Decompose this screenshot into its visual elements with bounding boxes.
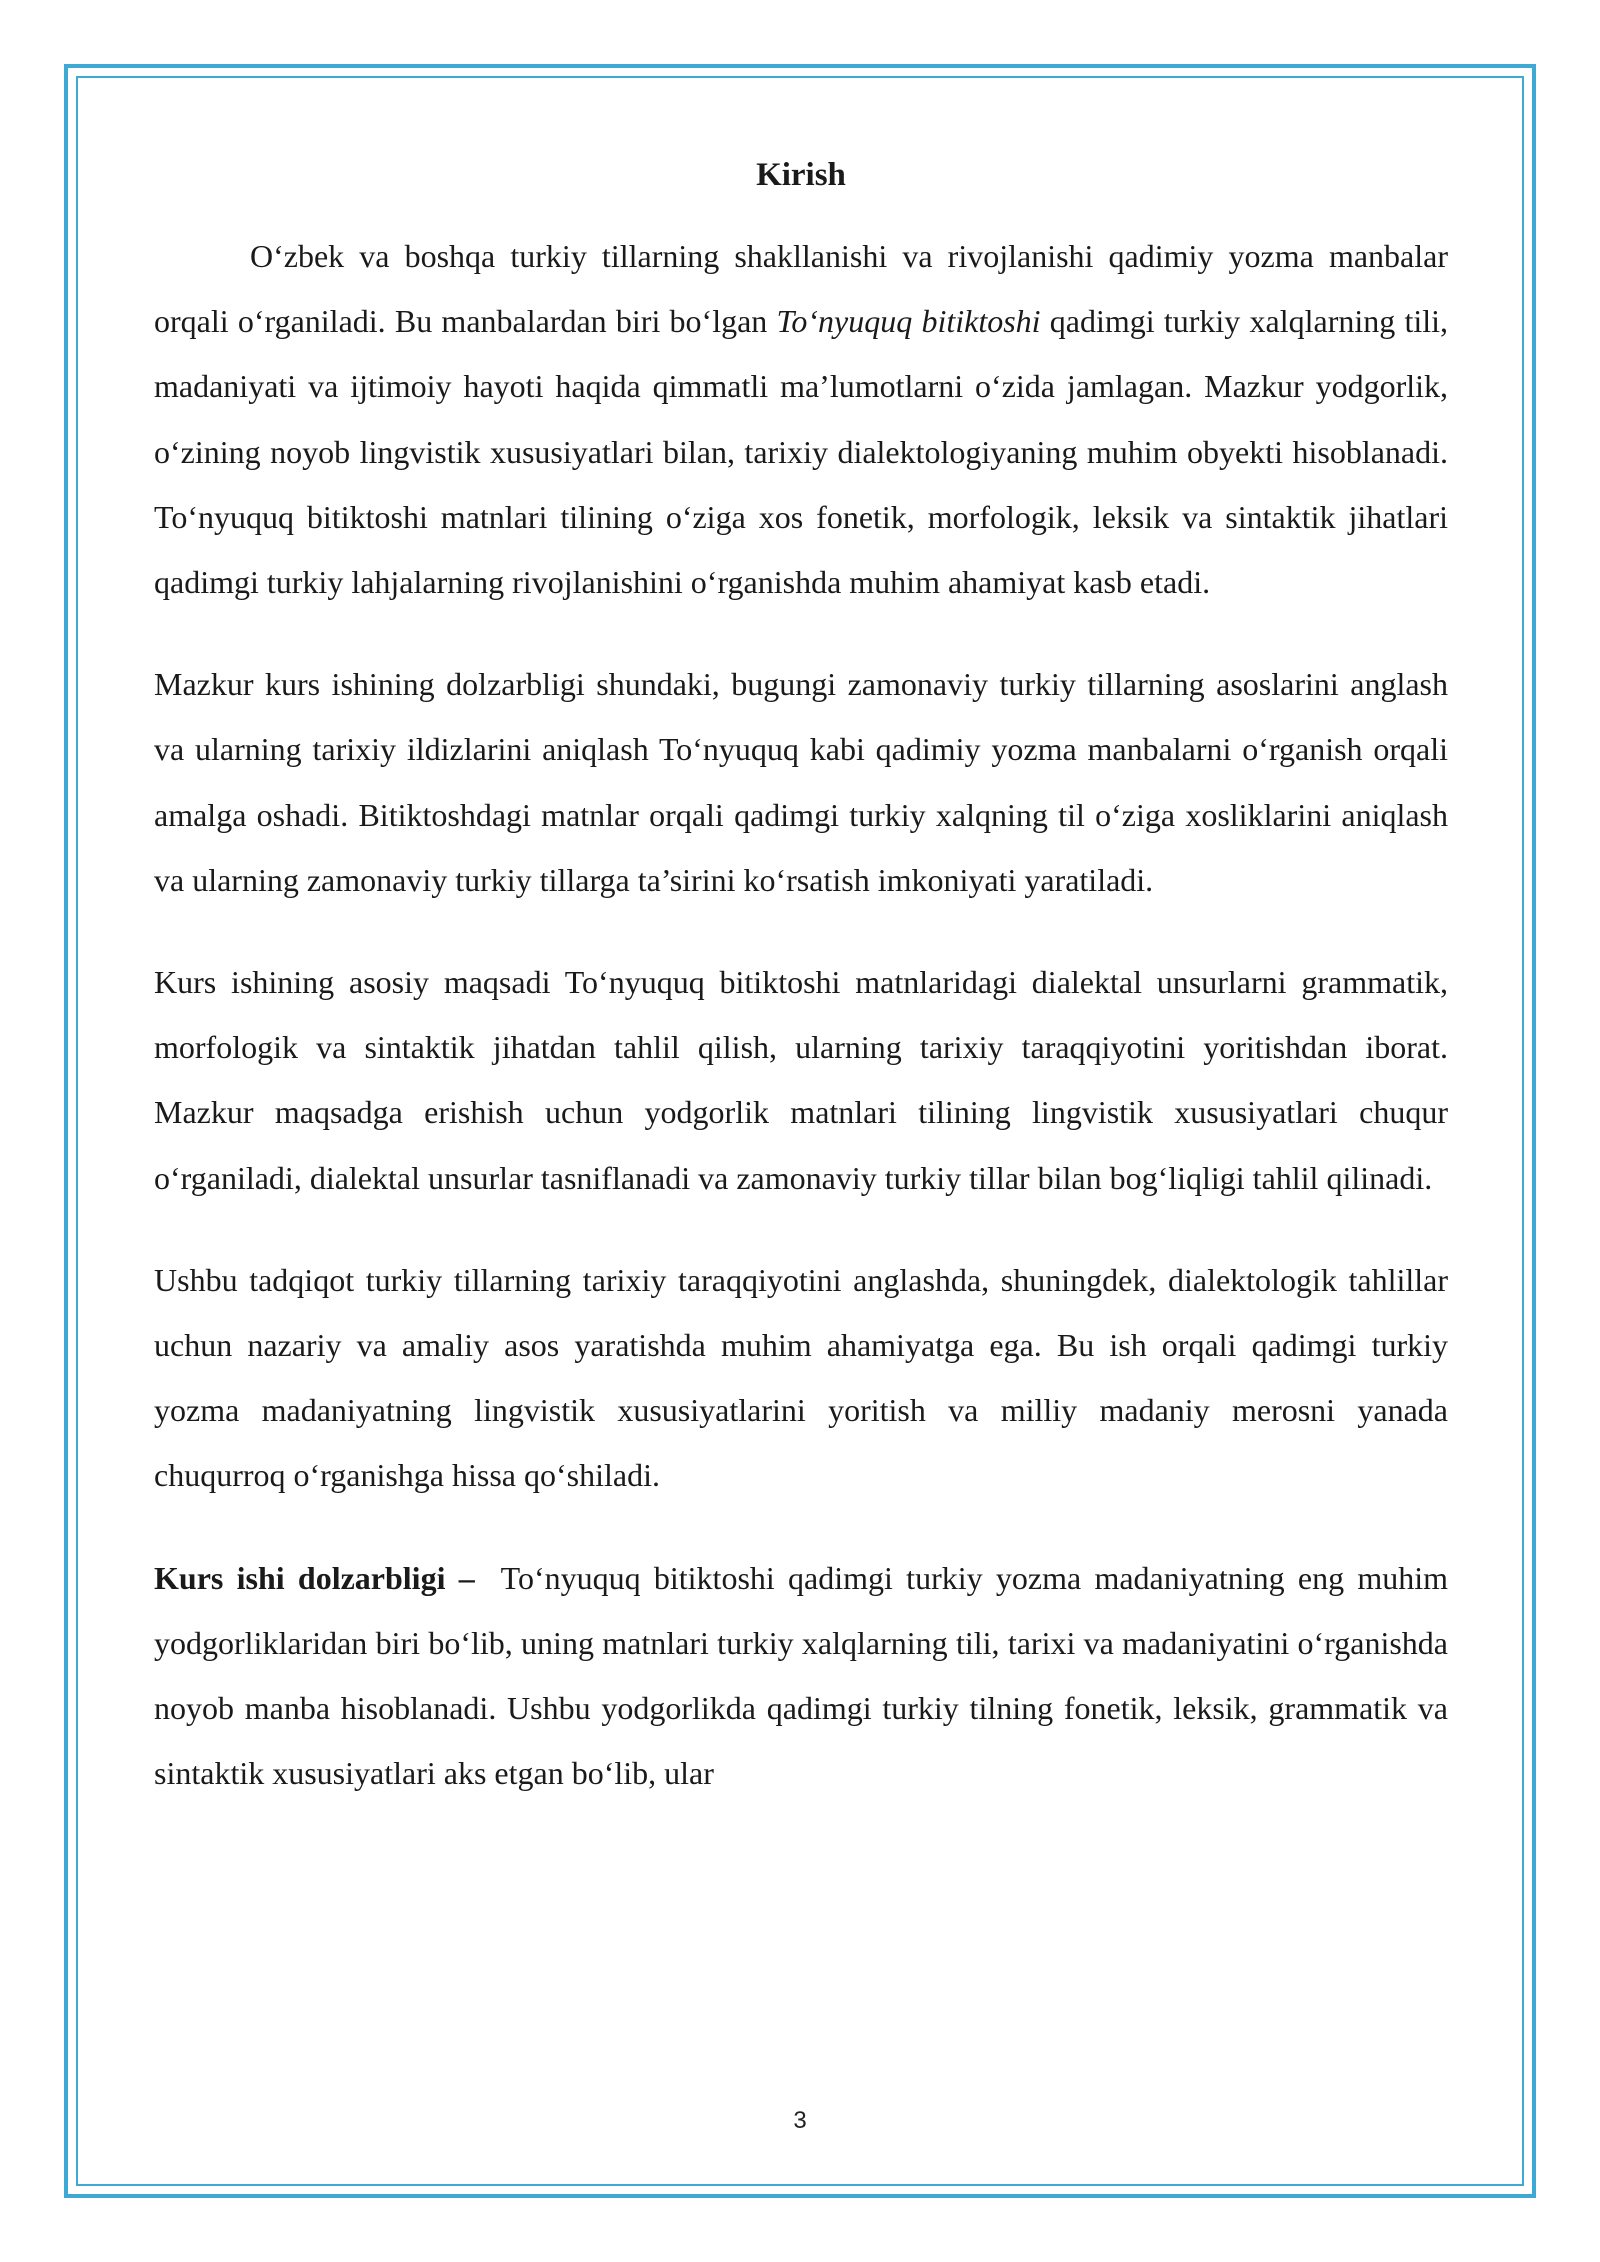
page-number: 3 — [793, 2107, 807, 2134]
paragraph-1-text-b: qadimgi turkiy xalqlarning tili, madaniyati va ijtimoiy hayoti haqida qimmatli ma’lumotlarni o‘zida jamlagan. Mazkur yodgorlik, o‘zining noyob lingvistik xususiyatlari bilan, tarixiy dialektologiyaning muhim obyekti hisoblanadi. To‘nyuquq bitiktoshi matnlari tilining o‘ziga xos fonetik, morfologik, leksik va sintaktik jihatlari qadimgi turkiy lahjalarning rivojlanishini o‘rganishda muhim ahamiyat kasb etadi. — [154, 303, 1449, 601]
document-body — [154, 148, 1457, 1843]
paragraph-4: Ushbu tadqiqot turkiy tillarning tarixiy taraqqiyotini anglashda, shuningdek, dialektologik tahlillar uchun nazariy va amaliy asos yaratishda muhim ahamiyatga ega. Bu ish orqali qadimgi turkiy yozma madaniyatning lingvistik xususiyatlarini yoritish va milliy madaniy merosni yanada chuqurroq o‘rganishga hissa qo‘shiladi. — [154, 1261, 1448, 1494]
paragraph-5 — [154, 1546, 1457, 1807]
paragraph-1-italic-term: To‘nyuquq bitiktoshi — [776, 303, 1041, 340]
paragraph-1 — [154, 224, 1448, 615]
paragraph-5-bold-lead: Kurs ishi dolzarbligi – — [154, 1559, 475, 1596]
paragraph-3: Kurs ishining asosiy maqsadi To‘nyuquq bitiktoshi matnlaridagi dialektal unsurlarni grammatik, morfologik va sintaktik jihatdan tahlil qilish, ularning tarixiy taraqqiyotini yoritishdan iborat. Mazkur maqsadga erishish uchun yodgorlik matnlari tilining lingvistik xususiyatlari chuqur o‘rganiladi, dialektal unsurlar tasniflanadi va zamonaviy turkiy tillar bilan bog‘liqligi tahlil qilinadi. — [154, 964, 1448, 1196]
paragraph-2: Mazkur kurs ishining dolzarbligi shundaki, bugungi zamonaviy turkiy tillarning asoslarini anglash va ularning tarixiy ildizlarini aniqlash To‘nyuquq kabi qadimiy yozma manbalarni o‘rganish orqali amalga oshadi. Bitiktoshdagi matnlar orqali qadimgi turkiy xalqning til o‘ziga xosliklarini aniqlash va ularning zamonaviy turkiy tillarga ta’sirini ko‘rsatish imkoniyati yaratiladi. — [154, 666, 1448, 898]
paragraph-5-text: To‘nyuquq bitiktoshi qadimgi turkiy yozma madaniyatning eng muhim yodgorliklaridan biri bo‘lib, uning matnlari turkiy xalqlarning tili, tarixi va madaniyatini o‘rganishda noyob manba hisoblanadi. Ushbu yodgorlikda qadimgi turkiy tilning fonetik, leksik, grammatik va sintaktik xususiyatlari aks etgan bo‘lib, ular — [154, 1559, 1457, 1792]
paragraph-1-text-a: O‘zbek va boshqa turkiy tillarning shakllanishi va rivojlanishi qadimiy yozma manbalar orqali o‘rganiladi. Bu manbalardan biri bo‘lgan — [154, 238, 1448, 340]
section-title: Kirish — [756, 157, 846, 193]
